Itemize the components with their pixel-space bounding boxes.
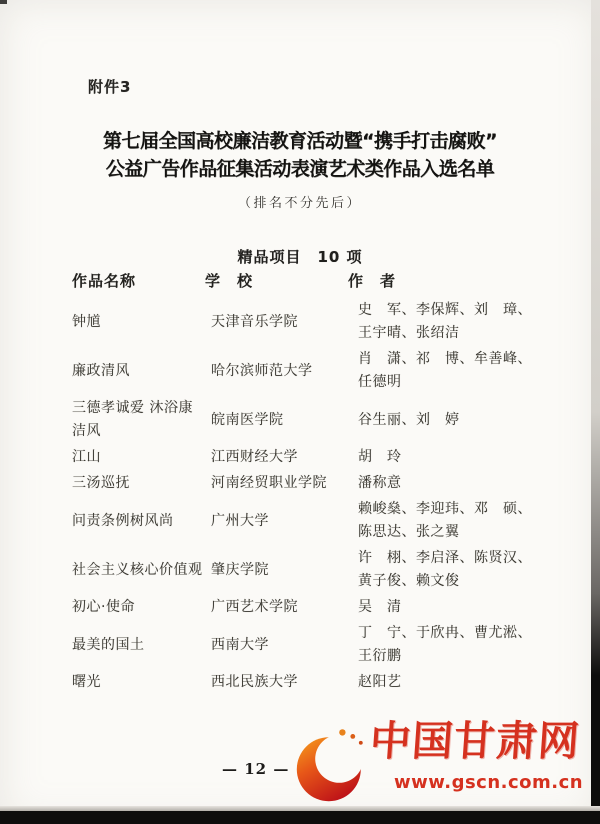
table-row <box>72 547 542 596</box>
column-header-school: 学 校 <box>205 272 254 290</box>
school-cell: 河南经贸职业学院 <box>211 475 327 491</box>
site-watermark <box>294 717 596 812</box>
scan-corner-speck <box>0 0 7 4</box>
scan-edge-bottom <box>0 811 600 824</box>
table-row <box>72 596 542 622</box>
table-row <box>72 348 542 397</box>
table-row <box>72 446 542 472</box>
authors-cell: 史 军、李保辉、刘 璋、王宇晴、张绍洁 <box>358 302 532 341</box>
works-table-body <box>72 299 542 697</box>
school-cell: 西北民族大学 <box>211 674 298 690</box>
school-cell: 广州大学 <box>211 512 269 529</box>
authors-cell: 丁 宁、于欣冉、曹尤淞、王衍鹏 <box>358 625 532 664</box>
table-row <box>72 498 542 547</box>
site-name: 中国甘肃网 <box>368 717 582 765</box>
work-title-cell: 最美的国土 <box>72 636 145 653</box>
school-cell: 天津音乐学院 <box>211 313 298 330</box>
authors-cell: 谷生丽、刘 婷 <box>358 411 460 428</box>
authors-cell: 许 栩、李启泽、陈贤汉、黄子俊、赖文俊 <box>358 550 532 589</box>
table-row <box>72 472 542 498</box>
table-row <box>72 299 542 348</box>
document-title-line2: 公益广告作品征集活动表演艺术类作品入选名单 <box>105 158 495 180</box>
scan-edge-right <box>591 0 600 824</box>
school-cell: 哈尔滨师范大学 <box>211 362 313 379</box>
table-header-row <box>72 270 542 291</box>
school-cell: 西南大学 <box>211 636 269 653</box>
work-title-cell: 曙光 <box>72 674 101 690</box>
work-title-cell: 三汤巡抚 <box>72 475 130 491</box>
section-heading: 精品项目 10 项 <box>237 248 363 266</box>
page-number: — 12 — <box>222 760 290 778</box>
work-title-cell: 三德孝诚爱 沐浴康洁风 <box>72 400 193 439</box>
work-title-cell: 钟馗 <box>72 313 101 330</box>
authors-cell: 胡 玲 <box>358 449 402 465</box>
table-row <box>72 397 542 446</box>
authors-cell: 吴 清 <box>358 599 402 615</box>
work-title-cell: 廉政清风 <box>72 362 130 379</box>
school-cell: 江西财经大学 <box>211 449 298 465</box>
table-row <box>72 671 542 697</box>
work-title-cell: 江山 <box>72 449 101 465</box>
work-title-cell: 社会主义核心价值观 <box>72 561 203 578</box>
swirl-logo-icon <box>292 726 372 806</box>
site-url: www.gscn.com.cn <box>394 772 584 793</box>
work-title-cell: 问责条例树风尚 <box>72 512 174 529</box>
work-title-cell: 初心·使命 <box>72 599 135 615</box>
authors-cell: 肖 潇、祁 博、牟善峰、任德明 <box>358 351 532 390</box>
authors-cell: 潘称意 <box>358 475 402 491</box>
works-table <box>72 270 542 697</box>
school-cell: 肇庆学院 <box>211 561 269 578</box>
ranking-note: （排名不分先后） <box>237 196 362 211</box>
attachment-label: 附件3 <box>88 78 132 96</box>
column-header-author: 作 者 <box>348 272 397 290</box>
column-header-work: 作品名称 <box>72 272 137 290</box>
document-title-line1: 第七届全国高校廉洁教育活动暨“携手打击腐败” <box>103 130 497 152</box>
school-cell: 皖南医学院 <box>211 411 284 428</box>
authors-cell: 赖峻燊、李迎玮、邓 硕、陈思达、张之翼 <box>358 501 532 540</box>
school-cell: 广西艺术学院 <box>211 599 298 615</box>
table-row <box>72 622 542 671</box>
authors-cell: 赵阳艺 <box>358 674 402 690</box>
